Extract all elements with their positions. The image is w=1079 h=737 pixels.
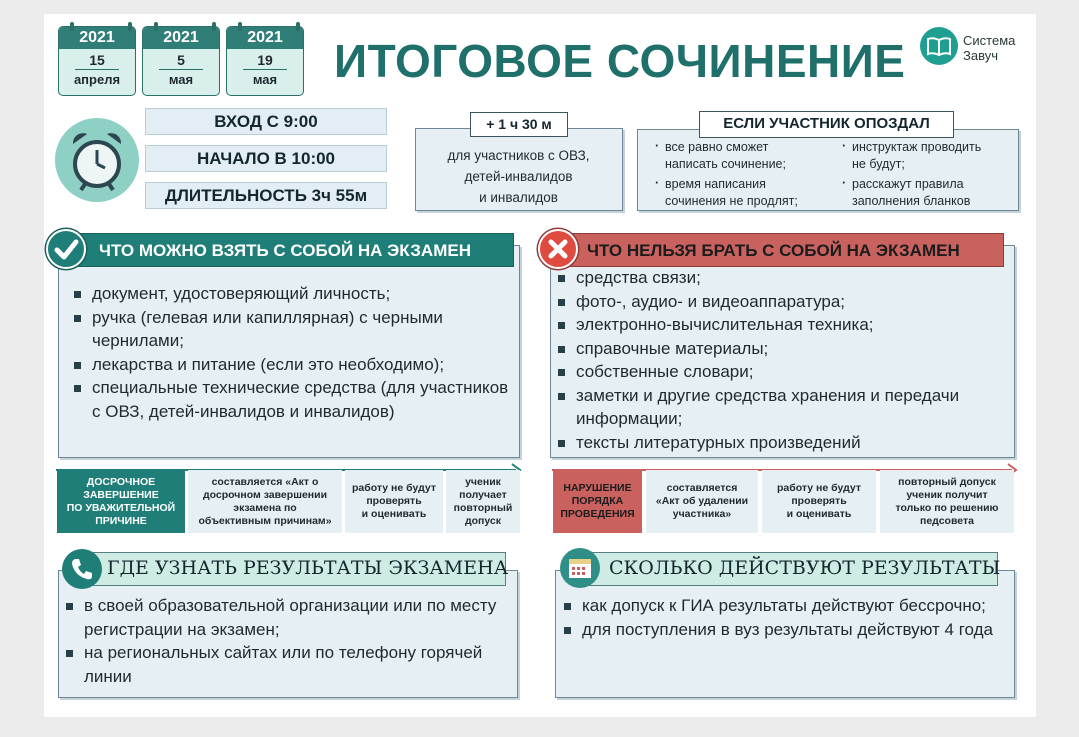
flow-left-head: ДОСРОЧНОЕ ЗАВЕРШЕНИЕ ПО УВАЖИТЕЛЬНОЙ ПРИЧИНЕ — [57, 470, 185, 533]
date-day: 15 — [89, 52, 105, 68]
flow-right-head: НАРУШЕНИЕ ПОРЯДКА ПРОВЕДЕНИЯ — [553, 470, 642, 533]
late-item: · все равно сможет написать сочинение; — [665, 139, 786, 173]
flow-left-step2: работу не будут проверять и оценивать — [345, 470, 443, 533]
date-year: 2021 — [59, 27, 135, 49]
flow-right-step2: работу не будут проверять и оценивать — [762, 470, 876, 533]
alarm-clock-icon — [55, 118, 139, 202]
list-item: как допуск к ГИА результаты действуют бессрочно; — [562, 594, 1002, 618]
date-month: мая — [252, 72, 278, 87]
late-item: · время написания сочинения не продлят; — [665, 176, 798, 210]
calendar-icon — [560, 548, 600, 588]
list-item: специальные технические средства (для участников с ОВЗ, детей-инвалидов и инвалидов) — [72, 376, 512, 423]
allowed-list — [72, 282, 512, 423]
entry-time: ВХОД С 9:00 — [145, 108, 387, 135]
late-title: ЕСЛИ УЧАСТНИК ОПОЗДАЛ — [699, 111, 954, 138]
check-icon — [46, 229, 86, 269]
list-item: справочные материалы; — [556, 337, 1012, 361]
results-where-title: ГДЕ УЗНАТЬ РЕЗУЛЬТАТЫ ЭКЗАМЕНА — [80, 552, 506, 586]
results-where-list — [64, 594, 504, 688]
allowed-title: ЧТО МОЖНО ВЗЯТЬ С СОБОЙ НА ЭКЗАМЕН — [70, 233, 514, 267]
cross-icon — [538, 229, 578, 269]
forbidden-list — [556, 266, 1012, 454]
book-icon — [920, 27, 958, 65]
list-item: на региональных сайтах или по телефону горячей линии — [64, 641, 504, 688]
flow-left-step3: ученик получает повторный допуск — [446, 470, 520, 533]
date-tile-2 — [142, 26, 220, 96]
forbidden-title: ЧТО НЕЛЬЗЯ БРАТЬ С СОБОЙ НА ЭКЗАМЕН — [562, 233, 1004, 267]
date-year: 2021 — [143, 27, 219, 49]
extra-time-panel — [415, 128, 623, 211]
results-valid-title: СКОЛЬКО ДЕЙСТВУЮТ РЕЗУЛЬТАТЫ — [578, 552, 998, 586]
list-item: заметки и другие средства хранения и передачи информации; — [556, 384, 1012, 431]
flow-right-step1: составляется «Акт об удалении участника» — [646, 470, 758, 533]
date-tile-1 — [58, 26, 136, 96]
page-title: ИТОГОВОЕ СОЧИНЕНИЕ — [334, 35, 906, 87]
date-day: 5 — [177, 52, 185, 68]
flow-left-step1: составляется «Акт о досрочном завершении экзамена по объективным причинам» — [188, 470, 342, 533]
date-month: мая — [168, 72, 194, 87]
date-month: апреля — [73, 72, 121, 87]
date-year: 2021 — [227, 27, 303, 49]
list-item: в своей образовательной организации или по месту регистрации на экзамен; — [64, 594, 504, 641]
list-item: документ, удостоверяющий личность; — [72, 282, 512, 306]
extra-time-tag: + 1 ч 30 м — [470, 112, 568, 137]
list-item: тексты литературных произведений — [556, 431, 1012, 455]
extra-time-line: для участников с ОВЗ, — [447, 148, 590, 163]
list-item: средства связи; — [556, 266, 1012, 290]
extra-time-line: и инвалидов — [479, 190, 558, 205]
extra-time-line: детей-инвалидов — [464, 169, 573, 184]
late-item: · расскажут правила заполнения бланков — [852, 176, 970, 210]
logo-text: Система Завуч — [963, 33, 1016, 63]
list-item: фото-, аудио- и видеоаппаратура; — [556, 290, 1012, 314]
list-item: собственные словари; — [556, 360, 1012, 384]
late-item: · инструктаж проводить не будут; — [852, 139, 981, 173]
date-tile-3 — [226, 26, 304, 96]
list-item: лекарства и питание (если это необходимо); — [72, 353, 512, 377]
list-item: электронно-вычислительная техника; — [556, 313, 1012, 337]
list-item: ручка (гелевая или капиллярная) с черными чернилами; — [72, 306, 512, 353]
flow-right-step3: повторный допуск ученик получит только по решению педсовета — [880, 470, 1014, 533]
date-day: 19 — [257, 52, 273, 68]
phone-icon — [62, 549, 102, 589]
results-valid-list — [562, 594, 1002, 641]
start-time: НАЧАЛО В 10:00 — [145, 145, 387, 172]
duration: ДЛИТЕЛЬНОСТЬ 3ч 55м — [145, 182, 387, 209]
list-item: для поступления в вуз результаты действуют 4 года — [562, 618, 1002, 642]
